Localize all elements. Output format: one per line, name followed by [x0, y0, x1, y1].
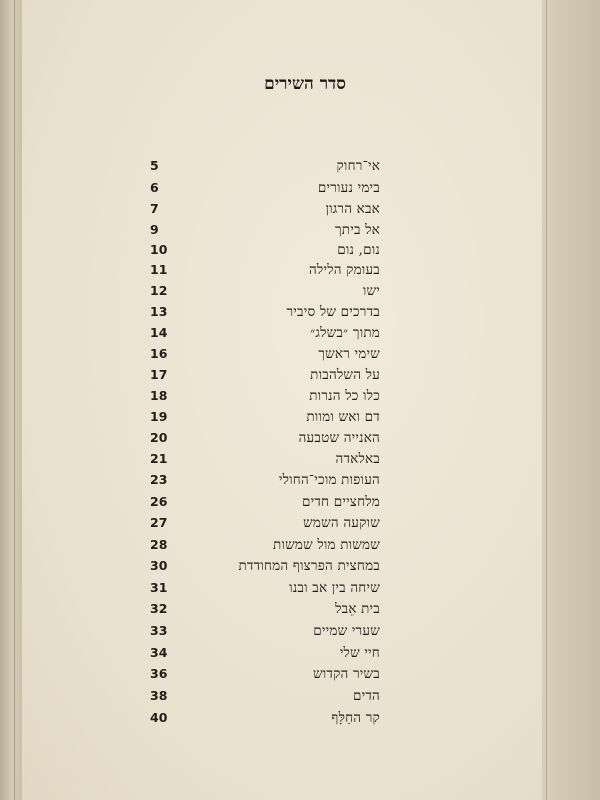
toc-entry [150, 304, 380, 325]
toc-entry [150, 666, 380, 687]
toc-entry-title: שיחה בין אב ובנו [289, 580, 380, 596]
toc-entry-title: בית אֵבל [335, 601, 380, 617]
toc-entry-title: שמשות מול שמשות [273, 537, 380, 553]
toc-entry-title: מתוך ״בשלג״ [310, 325, 380, 341]
toc-entry [150, 601, 380, 622]
toc-entry-title: שוקעה השמש [303, 515, 380, 531]
toc-entry [150, 515, 380, 536]
toc-entry-page: 6 [150, 180, 159, 195]
toc-entry [150, 645, 380, 666]
toc-entry [150, 222, 380, 243]
toc-entry [150, 367, 380, 388]
toc-entry-title: נום, נום [337, 242, 380, 258]
toc-entry [150, 430, 380, 451]
toc-entry-title: האנייה שטבעה [298, 430, 380, 446]
toc-entry-title: בדרכים של סיביר [286, 304, 380, 320]
toc-entry-page: 9 [150, 222, 159, 237]
toc-title: סדר השירים [264, 74, 346, 94]
toc-entry-title: שימי ראשך [318, 346, 380, 362]
toc-entry-page: 31 [150, 580, 168, 595]
toc-entry-title: אבא הרגון [325, 201, 380, 217]
toc-entry-page: 32 [150, 601, 168, 616]
toc-entry-title: אי־רחוק [336, 158, 380, 174]
toc-entry-title: באלאדה [335, 451, 380, 467]
toc-entry-page: 19 [150, 409, 168, 424]
toc-entry [150, 710, 380, 731]
toc-entry-page: 12 [150, 283, 168, 298]
toc-entry [150, 388, 380, 409]
toc-entry-page: 28 [150, 537, 168, 552]
toc-entry-title: דם ואש ומוות [306, 409, 380, 425]
toc-entry-title: על השלהבות [310, 367, 380, 383]
toc-entry [150, 494, 380, 515]
toc-entry-title: קר החַלָּף [331, 710, 380, 726]
toc-entry-page: 21 [150, 451, 168, 466]
toc-entry-page: 23 [150, 472, 168, 487]
toc-entry [150, 158, 380, 179]
toc-entry-page: 13 [150, 304, 168, 319]
toc-entry-page: 26 [150, 494, 168, 509]
toc-entry-page: 17 [150, 367, 168, 382]
toc-entry [150, 262, 380, 283]
toc-entry [150, 346, 380, 367]
toc-entry-title: הדים [352, 688, 380, 704]
toc-entry-page: 11 [150, 262, 168, 277]
toc-entry-title: חיי שלי [339, 645, 380, 661]
toc-entry [150, 180, 380, 201]
toc-entry-page: 38 [150, 688, 168, 703]
toc-entry [150, 451, 380, 472]
toc-entry [150, 325, 380, 346]
toc-entry-title: בעומק הלילה [308, 262, 380, 278]
toc-entry-title: כלו כל הנרות [309, 388, 380, 404]
toc-entry [150, 688, 380, 709]
toc-entry-page: 36 [150, 666, 168, 681]
toc-entry-page: 40 [150, 710, 168, 725]
toc-entry-page: 20 [150, 430, 168, 445]
toc-entry [150, 623, 380, 644]
toc-entry [150, 242, 380, 263]
toc-entry-title: בימי נעורים [317, 180, 380, 196]
toc-entry-title: שערי שמיים [313, 623, 380, 639]
toc-entry [150, 537, 380, 558]
book-right-edge [542, 0, 600, 800]
toc-entry [150, 472, 380, 493]
toc-entry-page: 34 [150, 645, 168, 660]
toc-entry [150, 558, 380, 579]
toc-entry-page: 16 [150, 346, 168, 361]
toc-entry-page: 7 [150, 201, 159, 216]
toc-entry-page: 5 [150, 158, 159, 173]
toc-entry-page: 27 [150, 515, 168, 530]
toc-entry-title: בשיר הקדוש [312, 666, 380, 682]
toc-entry-page: 14 [150, 325, 168, 340]
toc-entry-page: 30 [150, 558, 168, 573]
toc-entry [150, 283, 380, 304]
toc-entry-page: 33 [150, 623, 168, 638]
toc-entry-title: ישו [362, 283, 380, 299]
page-edge-line [546, 0, 547, 800]
toc-entry-page: 10 [150, 242, 168, 257]
toc-entry-title: אל ביתך [334, 222, 380, 238]
book-left-edge [0, 0, 22, 800]
toc-entry-page: 18 [150, 388, 168, 403]
toc-entry [150, 409, 380, 430]
toc-entry-title: העופות מוכי־החולי [278, 472, 380, 488]
page-edge-line [14, 0, 15, 800]
toc-entry-title: מלחציים חדים [301, 494, 380, 510]
toc-entry [150, 580, 380, 601]
toc-entry [150, 201, 380, 222]
toc-entry-title: במחצית הפרצוף המחודדת [238, 558, 380, 574]
